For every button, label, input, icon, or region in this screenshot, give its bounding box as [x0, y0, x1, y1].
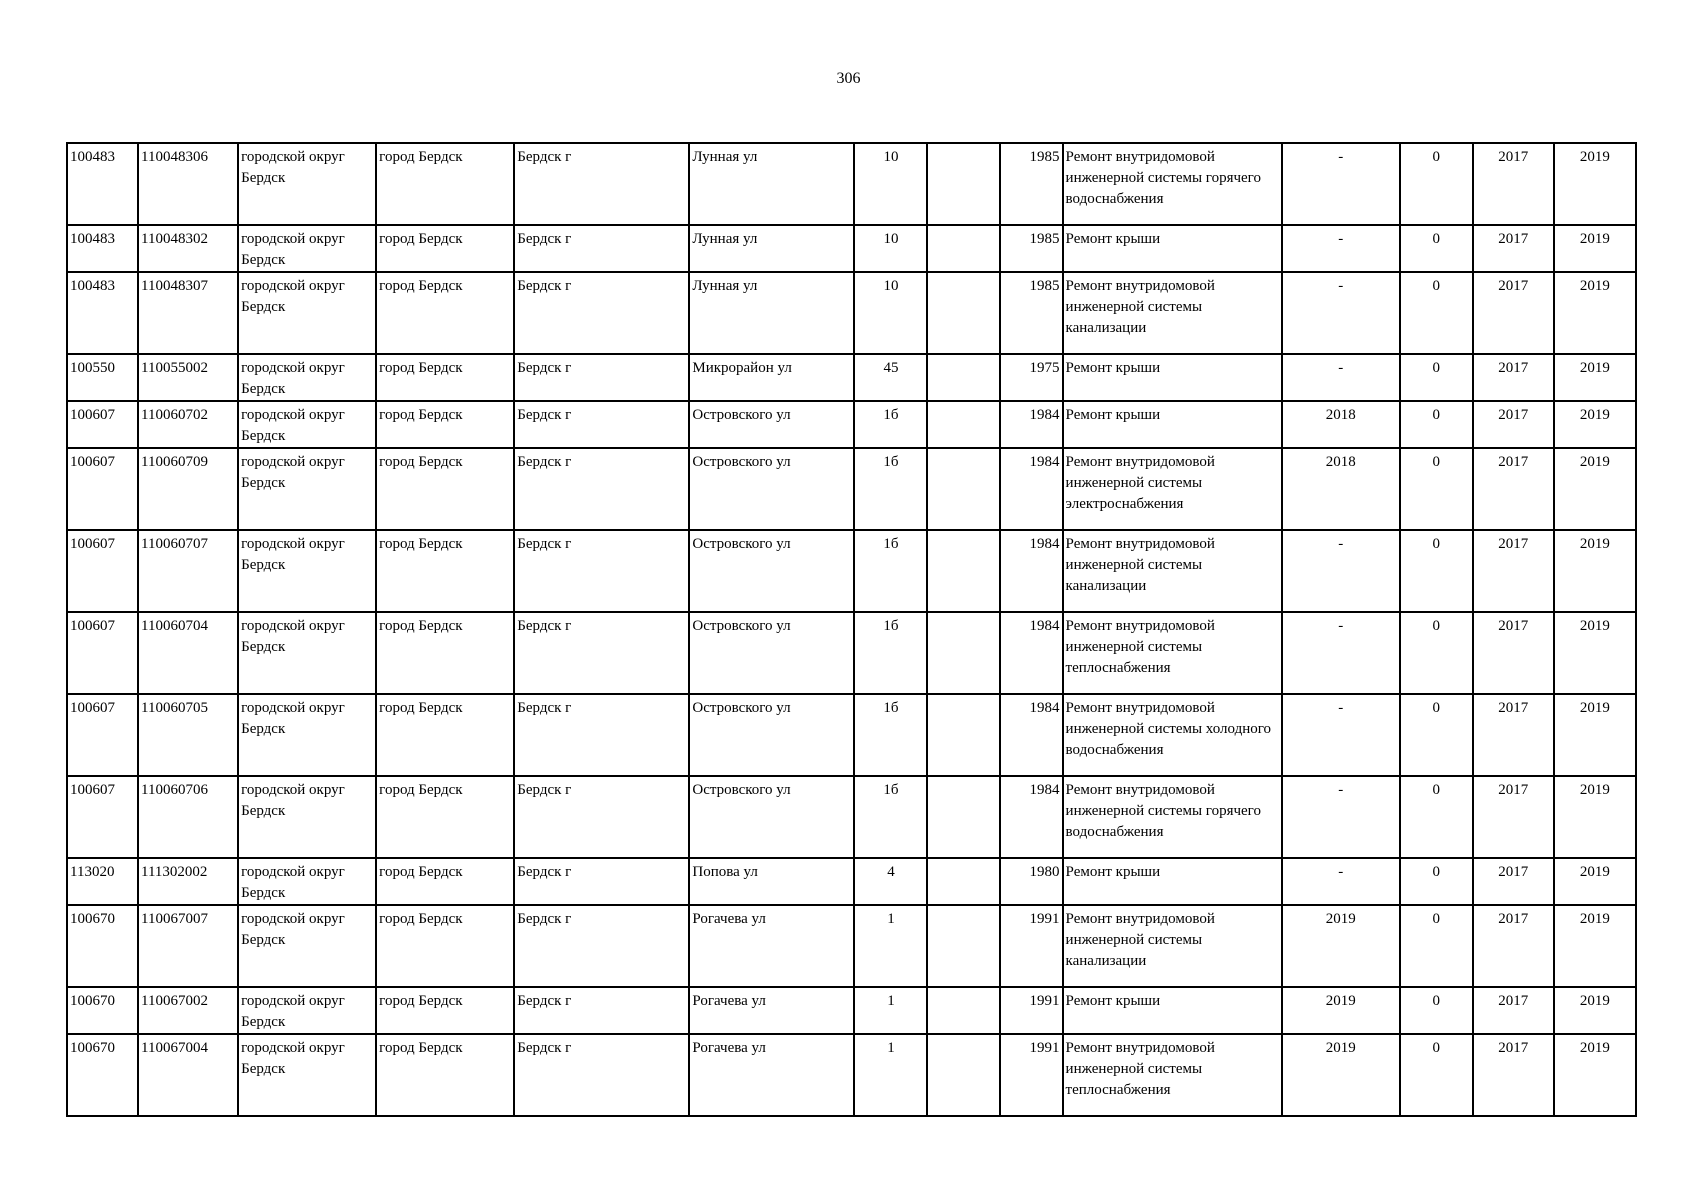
year-built-cell: 1991 [1000, 905, 1063, 987]
cost-cell: 0 [1400, 694, 1473, 776]
record-id-cell: 113020 [67, 858, 138, 905]
work-type-cell: Ремонт внутридомовой инженерной системы горячего водоснабжения [1063, 776, 1282, 858]
building-cell [927, 143, 999, 225]
building-cell [927, 905, 999, 987]
settlement-cell: город Бердск [376, 272, 514, 354]
municipality-cell: городской округ Бердск [238, 401, 376, 448]
table-row [67, 401, 1636, 448]
cost-cell: 0 [1400, 143, 1473, 225]
object-code-cell: 110067007 [138, 905, 238, 987]
planned-year-cell: - [1282, 272, 1400, 354]
street-cell: Рогачева ул [689, 1034, 854, 1116]
record-id-cell: 100670 [67, 905, 138, 987]
period-start-cell: 2017 [1473, 858, 1554, 905]
cost-cell: 0 [1400, 905, 1473, 987]
cost-cell: 0 [1400, 401, 1473, 448]
cost-cell: 0 [1400, 225, 1473, 272]
planned-year-cell: - [1282, 143, 1400, 225]
street-cell: Островского ул [689, 401, 854, 448]
street-cell: Островского ул [689, 530, 854, 612]
settlement-cell: город Бердск [376, 530, 514, 612]
object-code-cell: 110055002 [138, 354, 238, 401]
street-cell: Островского ул [689, 448, 854, 530]
locality-cell: Бердск г [514, 448, 689, 530]
house-number-cell: 10 [854, 272, 927, 354]
work-type-cell: Ремонт внутридомовой инженерной системы электроснабжения [1063, 448, 1282, 530]
work-type-cell: Ремонт внутридомовой инженерной системы теплоснабжения [1063, 1034, 1282, 1116]
work-type-cell: Ремонт крыши [1063, 858, 1282, 905]
building-cell [927, 987, 999, 1034]
building-cell [927, 354, 999, 401]
locality-cell: Бердск г [514, 143, 689, 225]
house-number-cell: 1 [854, 905, 927, 987]
period-start-cell: 2017 [1473, 272, 1554, 354]
period-end-cell: 2019 [1554, 1034, 1636, 1116]
object-code-cell: 110067002 [138, 987, 238, 1034]
year-built-cell: 1984 [1000, 530, 1063, 612]
street-cell: Рогачева ул [689, 987, 854, 1034]
period-start-cell: 2017 [1473, 1034, 1554, 1116]
work-type-cell: Ремонт внутридомовой инженерной системы горячего водоснабжения [1063, 143, 1282, 225]
cost-cell: 0 [1400, 612, 1473, 694]
period-start-cell: 2017 [1473, 530, 1554, 612]
cost-cell: 0 [1400, 858, 1473, 905]
work-type-cell: Ремонт внутридомовой инженерной системы канализации [1063, 905, 1282, 987]
year-built-cell: 1984 [1000, 776, 1063, 858]
locality-cell: Бердск г [514, 987, 689, 1034]
period-start-cell: 2017 [1473, 401, 1554, 448]
planned-year-cell: - [1282, 225, 1400, 272]
record-id-cell: 100607 [67, 776, 138, 858]
locality-cell: Бердск г [514, 776, 689, 858]
period-end-cell: 2019 [1554, 694, 1636, 776]
planned-year-cell: 2018 [1282, 448, 1400, 530]
house-number-cell: 1б [854, 448, 927, 530]
object-code-cell: 111302002 [138, 858, 238, 905]
record-id-cell: 100670 [67, 987, 138, 1034]
building-cell [927, 858, 999, 905]
municipality-cell: городской округ Бердск [238, 143, 376, 225]
period-start-cell: 2017 [1473, 225, 1554, 272]
table-row [67, 272, 1636, 354]
year-built-cell: 1991 [1000, 987, 1063, 1034]
cost-cell: 0 [1400, 354, 1473, 401]
record-id-cell: 100607 [67, 612, 138, 694]
settlement-cell: город Бердск [376, 225, 514, 272]
building-cell [927, 225, 999, 272]
street-cell: Лунная ул [689, 272, 854, 354]
planned-year-cell: - [1282, 530, 1400, 612]
year-built-cell: 1984 [1000, 694, 1063, 776]
period-end-cell: 2019 [1554, 987, 1636, 1034]
locality-cell: Бердск г [514, 530, 689, 612]
locality-cell: Бердск г [514, 354, 689, 401]
period-end-cell: 2019 [1554, 858, 1636, 905]
building-cell [927, 776, 999, 858]
object-code-cell: 110067004 [138, 1034, 238, 1116]
object-code-cell: 110060707 [138, 530, 238, 612]
street-cell: Микрорайон ул [689, 354, 854, 401]
period-start-cell: 2017 [1473, 905, 1554, 987]
locality-cell: Бердск г [514, 1034, 689, 1116]
settlement-cell: город Бердск [376, 401, 514, 448]
municipality-cell: городской округ Бердск [238, 987, 376, 1034]
object-code-cell: 110060706 [138, 776, 238, 858]
municipality-cell: городской округ Бердск [238, 354, 376, 401]
cost-cell: 0 [1400, 530, 1473, 612]
period-end-cell: 2019 [1554, 401, 1636, 448]
settlement-cell: город Бердск [376, 987, 514, 1034]
planned-year-cell: 2018 [1282, 401, 1400, 448]
settlement-cell: город Бердск [376, 858, 514, 905]
period-start-cell: 2017 [1473, 448, 1554, 530]
table-row [67, 1034, 1636, 1116]
table-body [67, 143, 1636, 1116]
municipality-cell: городской округ Бердск [238, 1034, 376, 1116]
record-id-cell: 100607 [67, 694, 138, 776]
period-start-cell: 2017 [1473, 987, 1554, 1034]
planned-year-cell: 2019 [1282, 905, 1400, 987]
building-cell [927, 530, 999, 612]
cost-cell: 0 [1400, 987, 1473, 1034]
municipality-cell: городской округ Бердск [238, 776, 376, 858]
table-row [67, 776, 1636, 858]
object-code-cell: 110060702 [138, 401, 238, 448]
record-id-cell: 100483 [67, 225, 138, 272]
period-end-cell: 2019 [1554, 612, 1636, 694]
street-cell: Рогачева ул [689, 905, 854, 987]
street-cell: Лунная ул [689, 225, 854, 272]
house-number-cell: 10 [854, 143, 927, 225]
planned-year-cell: 2019 [1282, 1034, 1400, 1116]
period-start-cell: 2017 [1473, 694, 1554, 776]
planned-year-cell: 2019 [1282, 987, 1400, 1034]
building-cell [927, 612, 999, 694]
building-cell [927, 694, 999, 776]
municipality-cell: городской округ Бердск [238, 858, 376, 905]
period-end-cell: 2019 [1554, 225, 1636, 272]
registry-table [66, 142, 1637, 1117]
record-id-cell: 100607 [67, 448, 138, 530]
period-start-cell: 2017 [1473, 776, 1554, 858]
record-id-cell: 100483 [67, 143, 138, 225]
period-start-cell: 2017 [1473, 612, 1554, 694]
settlement-cell: город Бердск [376, 905, 514, 987]
year-built-cell: 1985 [1000, 225, 1063, 272]
settlement-cell: город Бердск [376, 694, 514, 776]
municipality-cell: городской округ Бердск [238, 905, 376, 987]
period-start-cell: 2017 [1473, 143, 1554, 225]
planned-year-cell: - [1282, 858, 1400, 905]
year-built-cell: 1984 [1000, 612, 1063, 694]
building-cell [927, 272, 999, 354]
object-code-cell: 110060709 [138, 448, 238, 530]
period-end-cell: 2019 [1554, 530, 1636, 612]
municipality-cell: городской округ Бердск [238, 272, 376, 354]
planned-year-cell: - [1282, 612, 1400, 694]
house-number-cell: 1б [854, 694, 927, 776]
table-row [67, 225, 1636, 272]
work-type-cell: Ремонт внутридомовой инженерной системы канализации [1063, 530, 1282, 612]
year-built-cell: 1984 [1000, 448, 1063, 530]
settlement-cell: город Бердск [376, 612, 514, 694]
table-row [67, 694, 1636, 776]
record-id-cell: 100607 [67, 530, 138, 612]
settlement-cell: город Бердск [376, 354, 514, 401]
settlement-cell: город Бердск [376, 143, 514, 225]
house-number-cell: 1б [854, 401, 927, 448]
municipality-cell: городской округ Бердск [238, 612, 376, 694]
table-row [67, 905, 1636, 987]
object-code-cell: 110048306 [138, 143, 238, 225]
work-type-cell: Ремонт крыши [1063, 225, 1282, 272]
table-row [67, 354, 1636, 401]
table-row [67, 448, 1636, 530]
municipality-cell: городской округ Бердск [238, 530, 376, 612]
work-type-cell: Ремонт внутридомовой инженерной системы канализации [1063, 272, 1282, 354]
page-number: 306 [836, 70, 861, 87]
cost-cell: 0 [1400, 272, 1473, 354]
planned-year-cell: - [1282, 354, 1400, 401]
street-cell: Островского ул [689, 612, 854, 694]
house-number-cell: 1б [854, 776, 927, 858]
building-cell [927, 1034, 999, 1116]
work-type-cell: Ремонт внутридомовой инженерной системы холодного водоснабжения [1063, 694, 1282, 776]
table-row [67, 530, 1636, 612]
period-start-cell: 2017 [1473, 354, 1554, 401]
cost-cell: 0 [1400, 1034, 1473, 1116]
house-number-cell: 1б [854, 612, 927, 694]
settlement-cell: город Бердск [376, 448, 514, 530]
street-cell: Островского ул [689, 776, 854, 858]
object-code-cell: 110048302 [138, 225, 238, 272]
locality-cell: Бердск г [514, 858, 689, 905]
locality-cell: Бердск г [514, 905, 689, 987]
record-id-cell: 100550 [67, 354, 138, 401]
period-end-cell: 2019 [1554, 143, 1636, 225]
work-type-cell: Ремонт крыши [1063, 354, 1282, 401]
object-code-cell: 110060704 [138, 612, 238, 694]
planned-year-cell: - [1282, 776, 1400, 858]
year-built-cell: 1985 [1000, 143, 1063, 225]
house-number-cell: 1 [854, 1034, 927, 1116]
object-code-cell: 110048307 [138, 272, 238, 354]
locality-cell: Бердск г [514, 612, 689, 694]
record-id-cell: 100483 [67, 272, 138, 354]
street-cell: Попова ул [689, 858, 854, 905]
period-end-cell: 2019 [1554, 905, 1636, 987]
locality-cell: Бердск г [514, 272, 689, 354]
settlement-cell: город Бердск [376, 1034, 514, 1116]
locality-cell: Бердск г [514, 694, 689, 776]
work-type-cell: Ремонт крыши [1063, 987, 1282, 1034]
house-number-cell: 45 [854, 354, 927, 401]
year-built-cell: 1991 [1000, 1034, 1063, 1116]
period-end-cell: 2019 [1554, 272, 1636, 354]
street-cell: Лунная ул [689, 143, 854, 225]
settlement-cell: город Бердск [376, 776, 514, 858]
locality-cell: Бердск г [514, 225, 689, 272]
planned-year-cell: - [1282, 694, 1400, 776]
building-cell [927, 448, 999, 530]
record-id-cell: 100607 [67, 401, 138, 448]
locality-cell: Бердск г [514, 401, 689, 448]
cost-cell: 0 [1400, 448, 1473, 530]
object-code-cell: 110060705 [138, 694, 238, 776]
street-cell: Островского ул [689, 694, 854, 776]
period-end-cell: 2019 [1554, 448, 1636, 530]
house-number-cell: 10 [854, 225, 927, 272]
house-number-cell: 1 [854, 987, 927, 1034]
table-row [67, 143, 1636, 225]
year-built-cell: 1985 [1000, 272, 1063, 354]
year-built-cell: 1984 [1000, 401, 1063, 448]
table-row [67, 858, 1636, 905]
cost-cell: 0 [1400, 776, 1473, 858]
municipality-cell: городской округ Бердск [238, 448, 376, 530]
table-row [67, 612, 1636, 694]
work-type-cell: Ремонт внутридомовой инженерной системы теплоснабжения [1063, 612, 1282, 694]
table-row [67, 987, 1636, 1034]
period-end-cell: 2019 [1554, 776, 1636, 858]
municipality-cell: городской округ Бердск [238, 225, 376, 272]
period-end-cell: 2019 [1554, 354, 1636, 401]
house-number-cell: 4 [854, 858, 927, 905]
year-built-cell: 1975 [1000, 354, 1063, 401]
year-built-cell: 1980 [1000, 858, 1063, 905]
municipality-cell: городской округ Бердск [238, 694, 376, 776]
house-number-cell: 1б [854, 530, 927, 612]
work-type-cell: Ремонт крыши [1063, 401, 1282, 448]
building-cell [927, 401, 999, 448]
record-id-cell: 100670 [67, 1034, 138, 1116]
